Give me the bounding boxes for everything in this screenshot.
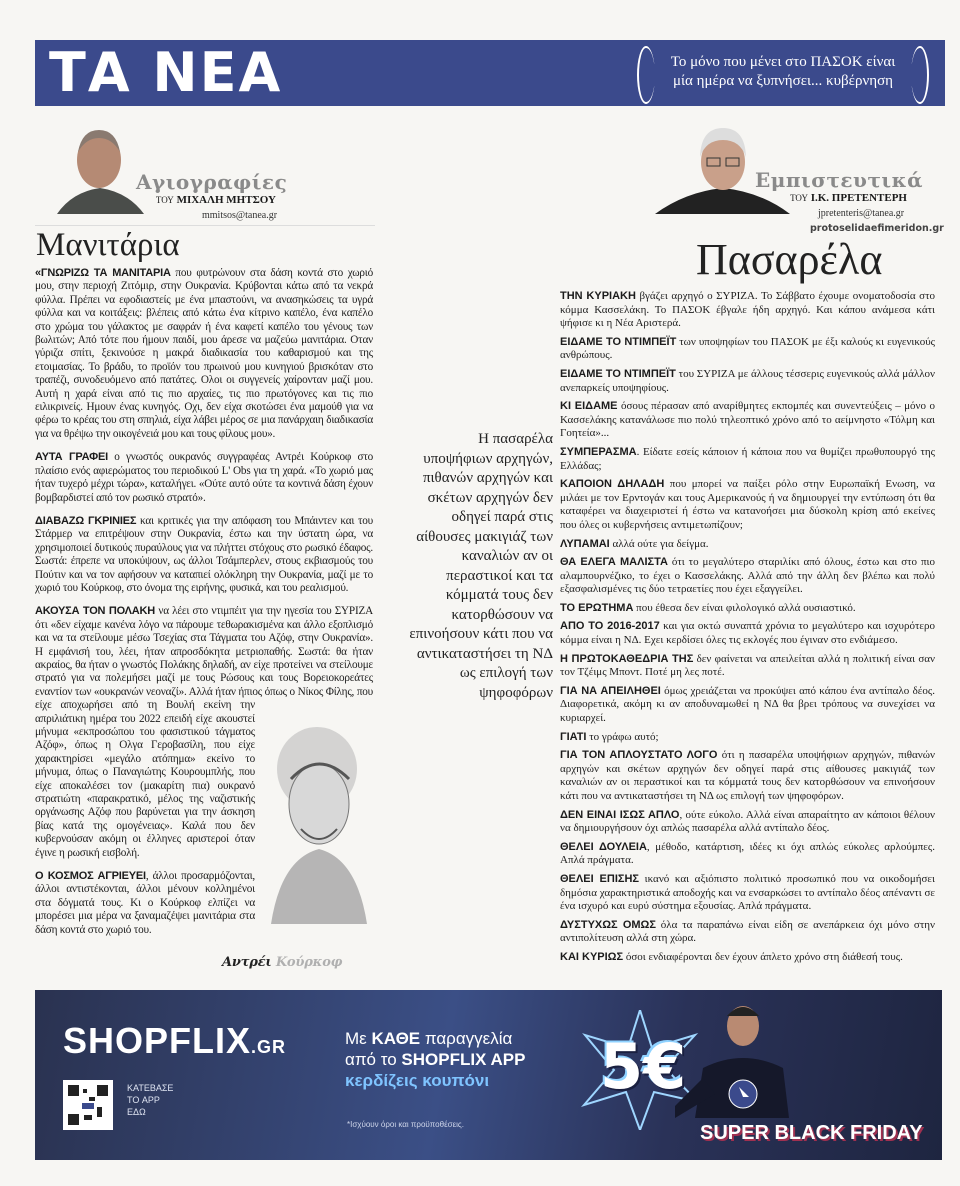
article-paragraph [560, 841, 935, 868]
model-figure [675, 998, 805, 1118]
paragraph-lead: ΔΥΣΤΥΧΩΣ ΟΜΩΣ [560, 918, 656, 931]
article-paragraph [560, 749, 935, 803]
paragraph-lead: ΘΑ ΕΛΕΓΑ ΜΑΛΙΣΤΑ [560, 556, 668, 569]
shopflix-advertisement[interactable] [35, 990, 942, 1160]
paragraph-text: όσους πέρασαν από αναρίθμητες εκπομπές και συνεντεύξεις – μόνο ο Κασσελάκης κατανάλωσε πιο πολύ τηλεοπτικό χρόνο από το αείμνηστο «Τόλμη και Γοητεία»... [560, 400, 935, 440]
article-paragraph [560, 556, 935, 597]
paragraph-text: όλα τα παραπάνω είναι είδη σε ανεπάρκεια όχι μόνο στην αντιπολίτευση αλλά στη χώρα. [560, 918, 935, 945]
article-paragraph [560, 873, 935, 914]
article-paragraph: ΑΥΤΑ ΓΡΑΦΕΙ ο γνωστός ουκρανός συγγραφέας Αντρέι Κούρκοφ στο πλαίσιο ενός αφιερώματος του περιοδικού L' Obs για τη χαρά. «Το χωριό μας ήταν τυχερό μέχρι τώρα», καταλήγει. «Ούτε αυτό ούτε τα κοντινά δάση έχουν βομβαρδιστεί από τον ρωσικό στρατό». [35, 451, 374, 504]
author-byline: ΤΟΥ Ι.Κ. ΠΡΕΤΕΝΤΕΡΗ [790, 192, 907, 204]
author-email[interactable]: mmitsos@tanea.gr [202, 210, 278, 221]
paragraph-text: όσοι ενδιαφέρονται δεν έχουν άπλετο χρόνο στη διάθεσή τους. [623, 950, 903, 963]
author-byline: ΤΟΥ ΜΙΧΑΛΗ ΜΗΤΣΟΥ [155, 194, 276, 206]
article-paragraph [560, 685, 935, 726]
article-paragraph [560, 951, 935, 965]
article-paragraph [560, 336, 935, 363]
paragraph-text: που έθεσα δεν είναι φιλολογικό αλλά ουσιαστικό. [633, 601, 856, 614]
coupon-amount: 5€ [600, 1030, 687, 1103]
right-headline: Πασαρέλα [696, 235, 883, 284]
paragraph-text: ότι η πασαρέλα υποψήφιων αρχηγών, πιθανών αρχηγών και σκέτων αρχηγών δεν οδηγεί παρά στις αίθουσες μακιγιάζ των καναλιών αν οι περαστικοί και τα κόμματά τους δεν κατορθώσουν να επινοήσουν κάτι που να αντικαταστήσει τη ΝΔ ως επιλογή των ψηφοφόρων. [560, 749, 935, 802]
masthead [35, 40, 945, 106]
column-title: Αγιογραφίες [136, 170, 288, 194]
author-email[interactable]: jpretenteris@tanea.gr [818, 208, 905, 219]
paragraph-text: βγάζει αρχηγό ο ΣΥΡΙΖΑ. Το Σάββατο έχουμε ονοματοδοσία στο κόμμα Κασσελάκη. Το ΠΑΣΟΚ έβγαλε ήδη αρχηγό. Και κάπου ανάμεσα κάτι ψήφισε κι η Νέα Αριστερά. [560, 290, 935, 330]
paragraph-lead: ΑΠΟ ΤΟ 2016-2017 [560, 620, 660, 633]
paragraph-lead: ΤΟ ΕΡΩΤΗΜΑ [560, 601, 634, 614]
portrait-caption: Αντρέι Κούρκοφ [222, 955, 343, 971]
shopflix-logo: SHOPFLIX.GR [63, 1020, 287, 1061]
paragraph-lead: ΚΑΠΟΙΟΝ ΔΗΛΑΔΗ [560, 478, 665, 491]
article-paragraph [560, 400, 935, 441]
author-photo-mitsos [52, 122, 147, 214]
paragraph-lead: ΚΑΙ ΚΥΡΙΩΣ [560, 950, 624, 963]
paragraph-text: όμως χρειάζεται να προκύψει από κάπου ένα αντίπαλο δέος. Διαφορετικά, ακόμη κι αν αποδυναμωθεί η ΝΔ θα βρει τρόπους να συνεχίσει να κυριαρχεί. [560, 684, 935, 725]
article-paragraph [560, 446, 935, 473]
left-headline: Μανιτάρια [36, 227, 180, 263]
terms-note: *Ισχύουν όροι και προϋποθέσεις. [347, 1120, 464, 1129]
newspaper-logo: ΤΑ ΝΕΑ [49, 41, 283, 104]
paragraph-lead: ΘΕΛΕΙ ΕΠΙΣΗΣ [560, 872, 640, 885]
article-paragraph [560, 620, 935, 647]
article-paragraph [560, 602, 935, 616]
paragraph-text: και για οκτώ συναπτά χρόνια το μεγαλύτερο και ισχυρότερο κόμμα είναι η ΝΔ. Εχει κερδίσει όλες τις εκλογές που έγιναν στο ενδιάμεσο. [560, 620, 935, 647]
paragraph-lead: ΕΙΔΑΜΕ ΤΟ ΝΤΙΜΠΕΪΤ [560, 335, 677, 348]
paragraph-text: του ΣΥΡΙΖΑ με άλλους τέσσερις ευγενικούς αλλά μάλλον ανεπαρκείς υποψηφίους. [560, 367, 936, 394]
article-paragraph [560, 731, 935, 745]
paragraph-text: που μπορεί να παίξει ρόλο στην Ευρωπαϊκή Ενωση, να μιλάει με τον Ερντογάν και τους Αμερικανούς ή να δημιουργεί την εντύπωση ότι θα καταφέρει να διαχειριστεί ή έστω να κατανοήσει μια δύσκολη κρίση από εκείνες που όλες οι κυβερνήσεις αντιμετωπίζουν; [560, 478, 935, 531]
paragraph-text: αλλά ούτε για δείγμα. [609, 537, 709, 550]
paragraph-text: . Είδατε εσείς κάποιον ή κάποια που να θυμίζει πρωθυπουργό της Ελλάδας; [560, 445, 935, 472]
paragraph-text: ότι το μεγαλύτερο σταριλίκι από όλους, έστω και στο πιο αλαμπουρνέζικο, το έχει ο Κασσελάκης. Αλλά από την άλλη δεν βλέπω και πολύ εξασφαλισμένες τις δύο τετραετίες που έχει εξαγγείλει. [560, 556, 935, 596]
paragraph-text: των υποψηφίων του ΠΑΣΟΚ με έξι καλούς κι ευγενικούς ανθρώπους. [560, 335, 935, 362]
qr-label: ΚΑΤΕΒΑΣΕ ΤΟ APP ΕΔΩ [127, 1083, 174, 1117]
article-paragraph [560, 478, 935, 532]
column-title: Εμπιστευτικά [755, 168, 923, 192]
article-paragraph [560, 290, 935, 331]
tagline-line: Το μόνο που μένει στο ΠΑΣΟΚ είναι [670, 54, 896, 70]
paragraph-lead: ΔΕΝ ΕΙΝΑΙ ΙΣΩΣ ΑΠΛΟ [560, 808, 680, 821]
article-paragraph: «ΓΝΩΡΙΖΩ ΤΑ ΜΑΝΙΤΑΡΙΑ που φυτρώνουν στα δάση κοντά στο χωριό μου, στην περιοχή Ζιτόμιρ, στην Ουκρανία. Κρύβονται κάτω από τα νεκρά φύλλα. Πρέπει να εφοδιαστείς με ένα μπαστούνι, να ανασηκώσεις τα υγρά φύλλα και να κοιτάξεις: βλέπεις από κάτω ένα κίτρινο καπέλο, ένα καπέλο στο χρώμα του γάλακτος με σαφράν ή ένα καφετί καπέλο του γένους των βωλιτών; Από τότε που ήμουν παιδί, μου άρεσε να μαζεύω μανιτάρια. Οταν γύριζα σπίτι, ξεκινούσε η μακρά διαδικασία του καθαρισμού και της ετοιμασίας. Το βράδυ, το προϊόν του πρωινού μου κυνηγιού βρισκόταν στο τραπέζι, συνοδευόμενο από πατάτες. Ολοι οι συγγενείς χαίρονταν μαζί μου. Αυτή η χαρά είναι από τις πιο αρχαίες, τις πιο πρωτόγονες και τις πιο ειλικρινείς. Ημουν ένας κυνηγός. Οχι, δεν είχα σκοτώσει ένα μαμούθ για να φέρω το κρέας του στη σπηλιά, είχα λάβει μέρος σε μια πανάρχαιη διαδικασία για να θρέψω την οικογένειά μου και τους φίλους μου». [35, 267, 373, 440]
paragraph-text: ικανό και αξιόπιστο πολιτικό προσωπικό που να οικοδομήσει δημόσια χαρακτηριστικά αποδοχής και να ενσαρκώσει το αντίπαλο δέος απέναντι σε ένα ισχυρό και ευρύ σύστημα εξουσίας. Απλά πράγματα. [560, 872, 935, 913]
paragraph-lead: ΓΙΑΤΙ [560, 730, 587, 743]
paragraph-lead: ΘΕΛΕΙ ΔΟΥΛΕΙΑ [560, 840, 647, 853]
paragraph-text: το γράφω αυτό; [586, 730, 659, 743]
article-paragraph [560, 538, 935, 552]
paragraph-lead: ΣΥΜΠΕΡΑΣΜΑ [560, 445, 637, 458]
article-paragraph [560, 809, 935, 836]
masthead-tagline [643, 46, 923, 100]
campaign-title: SUPER BLACK FRIDAY [700, 1122, 923, 1144]
article-paragraph [560, 653, 935, 680]
paragraph-lead: ΓΙΑ ΤΟΝ ΑΠΛΟΥΣΤΑΤΟ ΛΟΓΟ [560, 749, 718, 762]
paragraph-lead: ΛΥΠΑΜΑΙ [560, 537, 610, 550]
article-paragraph [560, 919, 935, 946]
article-paragraph: ΔΙΑΒΑΖΩ ΓΚΡΙΝΙΕΣ και κριτικές για την απόφαση του Μπάιντεν και του Στάρμερ να επιτρέψουν στην Ουκρανία, έστω και την ύστατη ώρα, να χρησιμοποιεί δυτικούς πυραύλους για να πλήττει στόχους στο ρωσικό έδαφος. Σωστά: έπρεπε να υποκύψουν, ως άλλοι Τσάμπερλεν, στους εκβιασμούς του Πούτιν και να τον αφήσουν να καταπιεί ολόκληρη την Ουκρανία, μαζί με το χωριό του Κούρκοφ, στο όνομα της ειρήνης, φυσικά, και του ρεαλισμού. [35, 514, 373, 594]
qr-code[interactable] [63, 1080, 113, 1130]
promo-text: Με ΚΑΘΕ παραγγελία από το SHOPFLIX APP κερδίζεις κουπόνι [345, 1029, 526, 1090]
pull-quote: Η πασαρέλα υποψήφιων αρχηγών, πιθανών αρχηγών και σκέτων αρχηγών δεν οδηγεί παρά στις αίθουσες μακιγιάζ των καναλιών αν οι περαστικοί και τα κόμματά τους δεν κατορθώσουν να επινοήσουν κάτι που να αντικαταστήσει τη ΝΔ ως επιλογή των ψηφοφόρων [409, 431, 553, 701]
watermark: protoselidaefimeridon.gr [810, 223, 944, 234]
tagline-line: μία ημέρα να ξυπνήσει... κυβέρνηση [672, 73, 894, 89]
article-paragraph: ΑΚΟΥΣΑ ΤΟΝ ΠΟΛΑΚΗ να λέει στο ντιμπέιτ για την ηγεσία του ΣΥΡΙΖΑ ότι «δεν είχαμε κανένα λόγο να πάρουμε τεθωρακισμένα και άλλο εξοπλισμό και να τα στείλουμε μέσω Τσεχίας στα Τάγματα του Αζόφ, στην Ουκρανία». Η εμφάνισή του, λέει, ήταν απροσδόκητα μετριοπαθής. Σωστά: θα ήταν ακραίος, θα ήταν ο γνωστός Πολάκης δηλαδή, αν είχε προτείνει να στείλουμε στρατό για να πολεμήσει μαζί με τους Ρώσους και τους Βορειοκορεάτες εναντίον των «ουκρανών νεοναζί». Αλλά ήταν ήπιος όπως ο Νίκος Φίλης, που είχε αποχωρήσει από τη Βουλή εκείνη την απριλιάτικη ημέρα του 2022 επειδή είχε ακουστεί μήνυμα «εκπροσώπου του φασιστικού τάγματος Αζόφ», όπως η Ολγα Γεροβασίλη, που είχε χαρακτηρίσει «μεγάλο ατόπημα» εκείνο το μήνυμα, όπως ο Παναγιώτης Κουρουμπλής, που είχε αποκαλέσει τον (μακαρίτη πια) ουκρανό στρατιώτη «παρακρατικό, μέλος της ναζιστικής οργάνωσης Αζόφ που βαρύνεται για την άσκηση βίας κατά της ομογένειας». Καλά που δεν κυβερνούσαν ακόμη οι έλληνες αριστεροί όταν έγινε η ρωσική εισβολή. [35, 605, 373, 859]
article-paragraph: Ο ΚΟΣΜΟΣ ΑΓΡΙΕΥΕΙ, άλλοι προσαρμόζονται, άλλοι αντιστέκονται, άλλοι μένουν κολλημένοι στα δόγματά τους. Κι ο Κούρκοφ ελπίζει να μπορέσει μια μέρα να ξαναμαζέψει μανιτάρια στα δάση κοντά στο χωριό του. [35, 870, 256, 936]
article-paragraph [560, 368, 935, 395]
left-article-body [35, 267, 373, 970]
paragraph-lead: Η ΠΡΩΤΟΚΑΘΕΔΡΙΑ ΤΗΣ [560, 652, 694, 665]
left-column-header [136, 170, 288, 206]
paragraph-lead: ΤΗΝ ΚΥΡΙΑΚΗ [560, 290, 636, 302]
kurkov-portrait-drawing [261, 709, 373, 924]
paragraph-text: , μέθοδο, κατάρτιση, ιδέες κι όχι απλώς εύκολες αρλούμπες. Απλά πράγματα. [560, 840, 935, 867]
paragraph-lead: ΕΙΔΑΜΕ ΤΟ ΝΤΙΜΠΕΪΤ [560, 367, 676, 380]
paragraph-lead: ΚΙ ΕΙΔΑΜΕ [560, 400, 618, 413]
right-article-body [560, 290, 935, 970]
paragraph-text: δεν φαίνεται να απειλείται αλλά η πολιτική είναι σαν τον Τζέιμς Μποντ. Ποτέ μη λες ποτέ. [560, 652, 935, 679]
paragraph-lead: ΓΙΑ ΝΑ ΑΠΕΙΛΗΘΕΙ [560, 684, 661, 697]
right-column-header [755, 168, 923, 204]
paragraph-text: , ούτε εύκολο. Αλλά είναι απαραίτητο αν κάποιοι θέλουν να δημιουργήσουν όχι απλώς πασαρέλα αλλά αντίπαλο δέος. [560, 808, 935, 835]
